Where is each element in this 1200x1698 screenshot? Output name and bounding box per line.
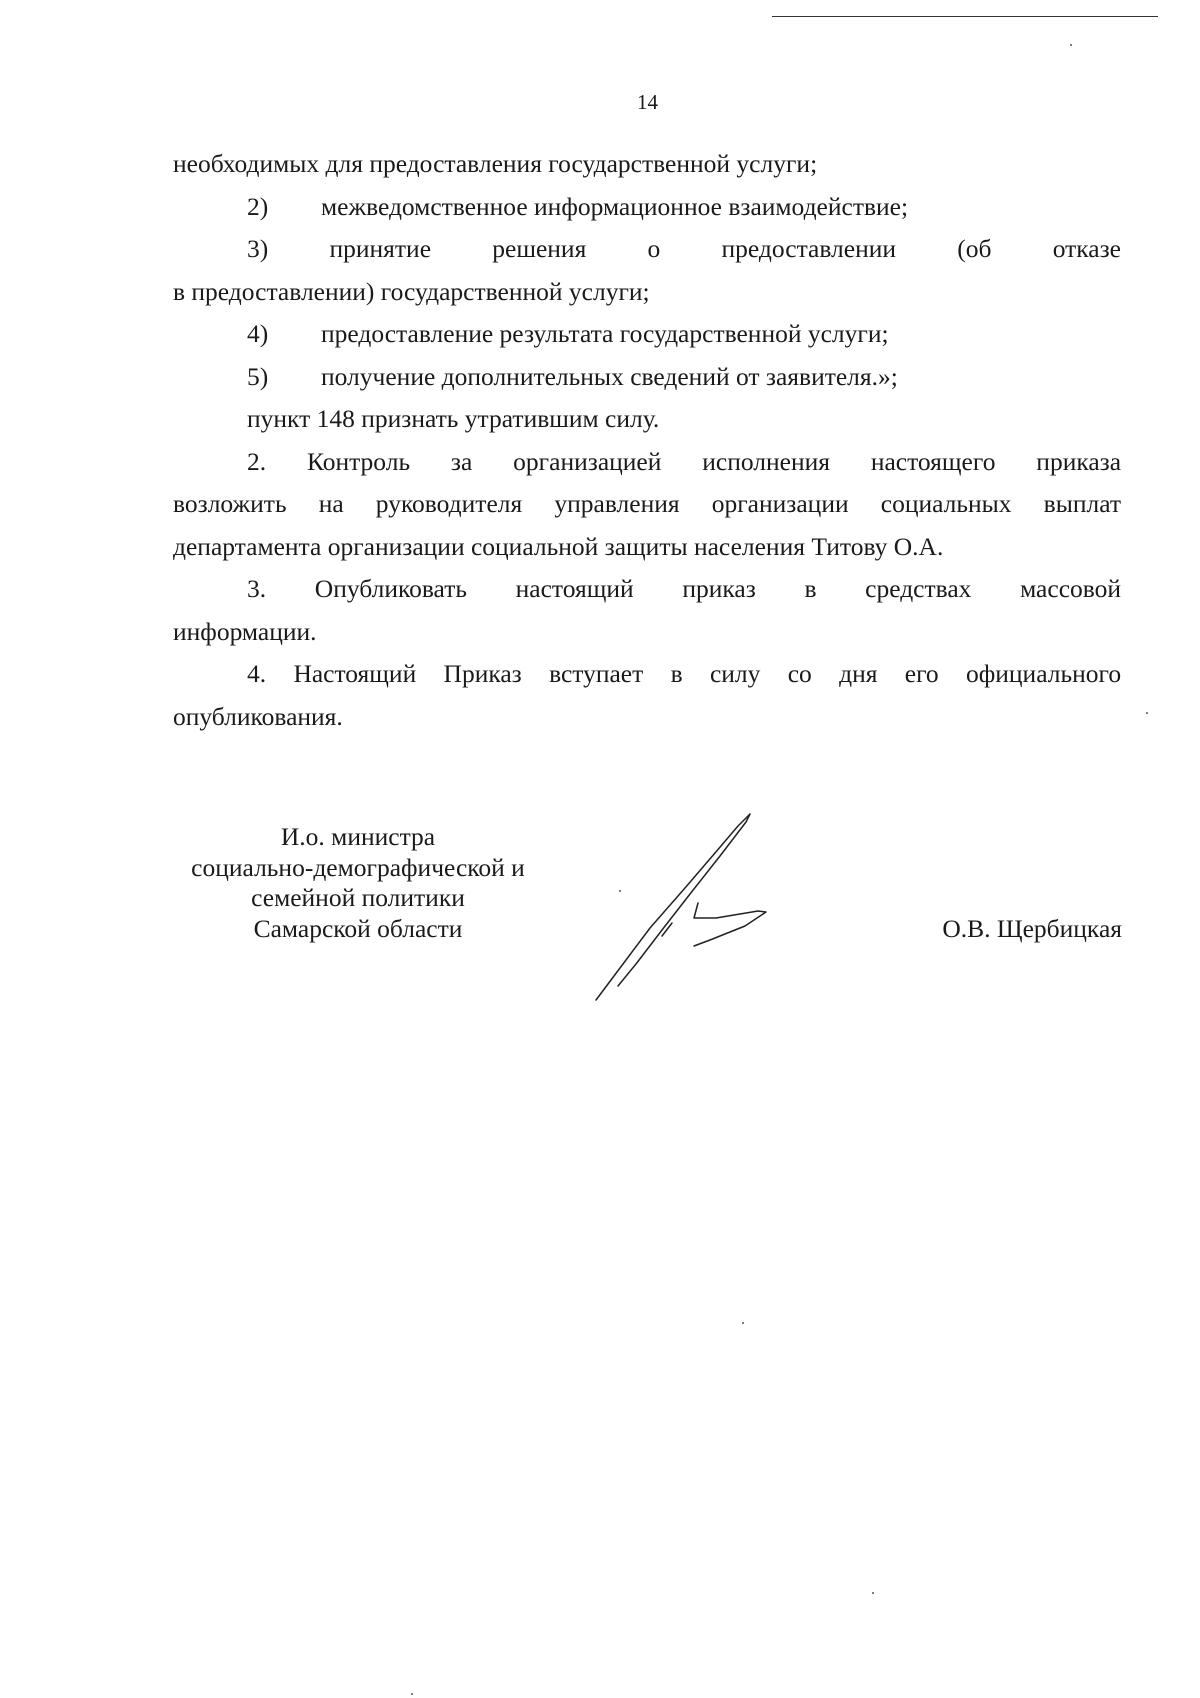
list-item-2 bbox=[173, 186, 1121, 229]
word: социальных bbox=[880, 489, 1012, 518]
list-number: 2) bbox=[247, 191, 269, 221]
word: официального bbox=[965, 659, 1121, 688]
signatory-title-line: И.о. министра bbox=[280, 822, 436, 851]
paragraph-4-line-1 bbox=[173, 653, 1121, 696]
list-item-3 bbox=[173, 228, 1121, 271]
word: решения bbox=[492, 234, 587, 263]
paragraph-2-line-2 bbox=[173, 483, 1121, 526]
signatory-title-line: социально-демографической и bbox=[191, 852, 525, 882]
paragraph-number: 4. bbox=[247, 659, 267, 688]
header-rule bbox=[772, 16, 1158, 17]
signatory-title-line: семейной политики bbox=[251, 883, 465, 912]
word: массовой bbox=[1020, 574, 1121, 603]
signatory-title bbox=[168, 822, 548, 944]
word: отказе bbox=[1052, 234, 1121, 263]
paragraph-2-line-1 bbox=[173, 441, 1121, 484]
word: со bbox=[787, 659, 812, 688]
scan-speck bbox=[742, 1322, 744, 1324]
list-item-4 bbox=[173, 313, 1121, 356]
paragraph-3-line-1 bbox=[173, 568, 1121, 611]
word: возложить bbox=[173, 489, 287, 518]
word: Опубликовать bbox=[314, 574, 467, 603]
list-number: 3) bbox=[247, 234, 269, 263]
word: Настоящий bbox=[293, 659, 417, 688]
word: руководителя bbox=[375, 489, 523, 518]
paragraph-4-line-2: опубликования. bbox=[173, 701, 343, 731]
paragraph-number: 2. bbox=[247, 446, 267, 476]
word: его bbox=[904, 659, 939, 688]
word: вступает bbox=[549, 659, 644, 688]
word: настоящий bbox=[515, 574, 634, 603]
list-item-3-continuation: в предоставлении) государственной услуги; bbox=[173, 276, 650, 306]
word: в bbox=[804, 574, 817, 603]
word: в bbox=[670, 659, 683, 688]
list-number: 4) bbox=[247, 319, 269, 348]
paragraph-number: 3. bbox=[247, 574, 267, 603]
word: приказа bbox=[1036, 446, 1121, 476]
word: приказ bbox=[682, 574, 756, 603]
word: дня bbox=[839, 659, 878, 688]
word: на bbox=[318, 489, 344, 518]
signatory-title-line: Самарской области bbox=[253, 913, 463, 943]
word: за bbox=[450, 446, 473, 476]
body-line-1: необходимых для предоставления государственной услуги; bbox=[173, 149, 818, 178]
scan-speck bbox=[1146, 712, 1148, 714]
word: силу bbox=[709, 659, 761, 688]
word: выплат bbox=[1043, 489, 1121, 518]
scan-speck bbox=[411, 1693, 413, 1695]
word: принятие bbox=[329, 234, 432, 263]
word: (об bbox=[957, 234, 992, 263]
scan-speck bbox=[619, 890, 621, 892]
list-item-text: предоставление результата государственной услуги; bbox=[321, 319, 889, 348]
word: исполнения bbox=[702, 446, 830, 476]
signatory-name: О.В. Щербицкая bbox=[942, 914, 1122, 943]
list-item-text: получение дополнительных сведений от заявителя.»; bbox=[321, 361, 898, 391]
list-number: 5) bbox=[247, 361, 269, 391]
list-item-text: межведомственное информационное взаимодействие; bbox=[321, 191, 909, 221]
word: средствах bbox=[865, 574, 972, 603]
scan-speck bbox=[872, 1592, 874, 1594]
list-item-5 bbox=[173, 356, 1121, 399]
word: настоящего bbox=[870, 446, 996, 476]
document-body bbox=[173, 143, 1121, 738]
word: о bbox=[647, 234, 661, 263]
word: Приказ bbox=[443, 659, 522, 688]
scan-speck bbox=[1070, 44, 1072, 46]
paragraph-2-line-3: департамента организации социальной защиты населения Титову О.А. bbox=[173, 531, 944, 561]
clause-148: пункт 148 признать утратившим силу. bbox=[247, 404, 660, 433]
handwritten-signature bbox=[590, 808, 820, 1008]
paragraph-3-line-2: информации. bbox=[173, 616, 317, 646]
word: предоставлении bbox=[721, 234, 897, 263]
word: организацией bbox=[513, 446, 662, 476]
word: организации bbox=[711, 489, 849, 518]
word: Контроль bbox=[306, 446, 411, 476]
page-number: 14 bbox=[637, 90, 658, 114]
word: управления bbox=[554, 489, 680, 518]
